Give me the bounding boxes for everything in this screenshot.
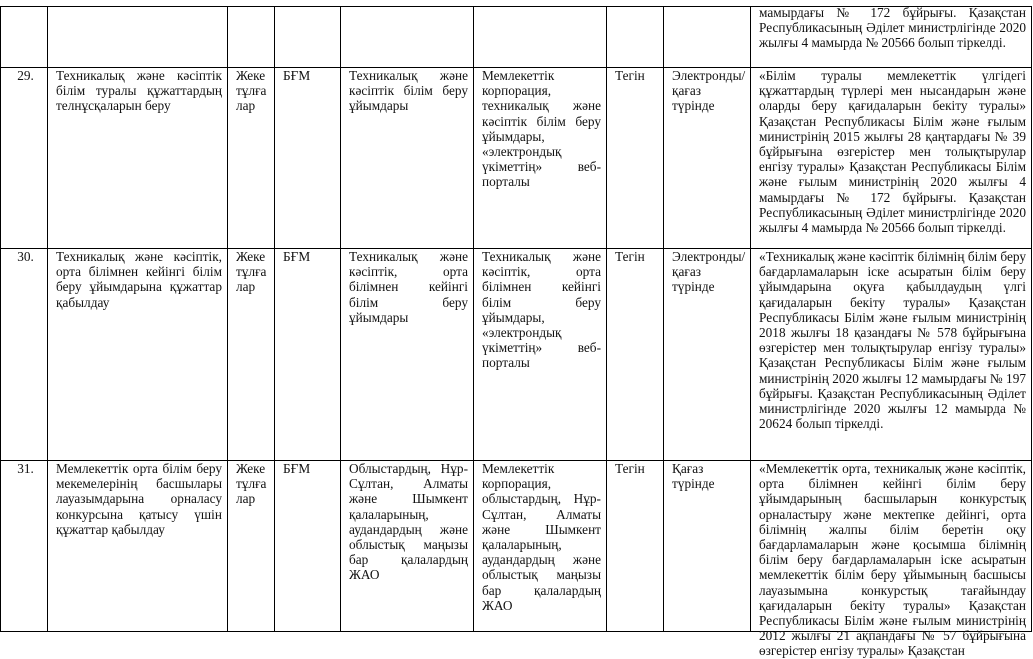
table-row xyxy=(1,461,1032,632)
cell-acceptance: Мемлекеттік корпорация, техникалық және кәсіптік білім беру ұйымдары, «электрондық үкіметтің» веб-порталы xyxy=(474,68,607,249)
cell-ministry xyxy=(275,7,341,68)
cell-law: мамырдағы № 172 бұйрығы. Қазақстан Республикасының Әділет министрлігінде 2020 жылғы 4 мамырда № 20566 болып тіркелді. xyxy=(751,7,1032,68)
cell-num: 31. xyxy=(1,461,48,632)
table-row xyxy=(1,68,1032,249)
cell-provider: Техникалық және кәсіптік, орта білімнен кейінгі білім беру ұйымдары xyxy=(341,249,474,461)
cell-cost: Тегін xyxy=(607,68,664,249)
cell-form: Электронды/ қағаз түрінде xyxy=(664,249,751,461)
cell-ministry: БҒМ xyxy=(275,68,341,249)
cell-acceptance xyxy=(474,7,607,68)
cell-recipient xyxy=(228,7,275,68)
cell-service xyxy=(48,7,228,68)
cell-form: Электронды/ қағаз түрінде xyxy=(664,68,751,249)
cell-law: «Білім туралы мемлекеттік үлгідегі құжаттардың түрлері мен нысандарын және оларды беру қағидаларын бекіту туралы» Қазақстан Республикасы Білім және ғылым министрінің 2015 жылғы 28 қаңтардағы № 39 бұйрығына өзгерістер мен толықтырулар енгізу туралы» Қазақстан Республикасы Білім және ғылым министрінің 2020 жылғы 4 мамырдағы № 172 бұйрығы. Қазақстан Республикасының Әділет министрлігінде 2020 жылғы 4 мамырда № 20566 болып тіркелді. xyxy=(751,68,1032,249)
cell-law: «Техникалық және кәсіптік білімнің білім беру бағдарламаларын іске асыратын білім беру ұйымдарына оқуға қабылдаудың үлгі қағидаларын бекіту туралы» Қазақстан Республикасы Білім және ғылым министрінің 2018 жылғы 18 қазандағы № 578 бұйрығына өзгерістер мен толықтырулар енгізу туралы» Қазақстан Республикасы Білім және ғылым министрінің 2020 жылғы 12 мамырдағы № 197 бұйрығы. Қазақстан Республикасының Әділет министрлігінде 2020 жылғы 12 мамырда № 20624 болып тіркелді. xyxy=(751,249,1032,461)
cell-num: 30. xyxy=(1,249,48,461)
cell-cost xyxy=(607,7,664,68)
cell-provider: Техникалық және кәсіптік білім беру ұйымдары xyxy=(341,68,474,249)
cell-law: «Мемлекеттік орта, техникалық және кәсіптік, орта білімнен кейінгі білім беру ұйымдарының басшыларын конкурстық орналастыру және мектепке дейінгі, орта білімнің жалпы білім беретін оқу бағдарламаларын және қосымша білімнің білім беру бағдарламаларын іске асыратын мемлекеттік білім беру ұйымының басшысы лауазымына конкурстық тағайындау қағидаларын бекіту туралы» Қазақстан Республикасы Білім және ғылым министрінің 2012 жылғы 21 ақпандағы № 57 бұйрығына өзгерістер енгізу туралы» Қазақстан xyxy=(751,461,1032,632)
cell-num: 29. xyxy=(1,68,48,249)
cell-num xyxy=(1,7,48,68)
cell-service: Мемлекеттік орта білім беру мекемелерінің басшылары лауазымдарына орналасу конкурсына қатысу үшін құжаттар қабылдау xyxy=(48,461,228,632)
services-table xyxy=(0,5,1032,659)
cell-recipient: Жеке тұлға лар xyxy=(228,461,275,632)
table-row xyxy=(1,249,1032,461)
cell-ministry: БҒМ xyxy=(275,461,341,632)
cell-provider xyxy=(341,7,474,68)
table-row-continued xyxy=(1,7,1032,68)
cell-acceptance: Техникалық және кәсіптік, орта білімнен кейінгі білім беру ұйымдары, «электрондық үкіметтің» веб-порталы xyxy=(474,249,607,461)
cell-recipient: Жеке тұлға лар xyxy=(228,68,275,249)
cell-recipient: Жеке тұлға лар xyxy=(228,249,275,461)
cell-service: Техникалық және кәсіптік, орта білімнен кейінгі білім беру ұйымдарына құжаттар қабылдау xyxy=(48,249,228,461)
cell-cost: Тегін xyxy=(607,461,664,632)
cell-cost: Тегін xyxy=(607,249,664,461)
cell-form: Қағаз түрінде xyxy=(664,461,751,632)
cell-provider: Облыстардың, Нұр-Сұлтан, Алматы және Шымкент қалаларының, аудандардың және облыстық маңызы бар қалалардың ЖАО xyxy=(341,461,474,632)
cell-service: Техникалық және кәсіптік білім туралы құжаттардың телнұсқаларын беру xyxy=(48,68,228,249)
cell-acceptance: Мемлекеттік корпорация, облыстардың, Нұр-Сұлтан, Алматы және Шымкент қалаларының, аудандардың және облыстық маңызы бар қалалардың ЖАО xyxy=(474,461,607,632)
cell-ministry: БҒМ xyxy=(275,249,341,461)
cell-form xyxy=(664,7,751,68)
